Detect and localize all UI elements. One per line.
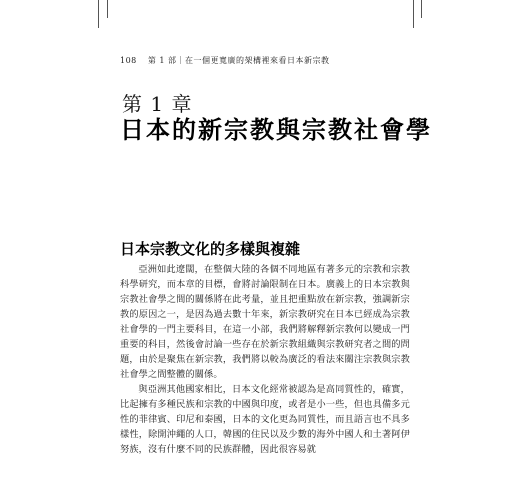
chapter-label: 第 1 章 <box>122 92 193 116</box>
running-header <box>120 55 450 66</box>
section-heading: 日本宗教文化的多樣與複雜 <box>120 240 301 258</box>
crop-mark-top-left <box>98 0 99 28</box>
paragraph-2: 與亞洲其他國家相比，日本文化經常被認為是高同質性的，確實，比起擁有多種民族和宗教的中國與印度，或者是小一些，但也具備多元性的菲律賓、印尼和泰國，日本的文化更為同質性，而且語言也不具多樣性，除開沖繩的人口，韓國的住民以及少數的海外中國人和土著阿伊努族，沒有什麼不同的民族群體，因此很容易就 <box>120 384 410 455</box>
crop-mark-top-right <box>413 0 414 28</box>
paragraph-1: 亞洲如此遼闊，在整個大陸的各個不同地區有著多元的宗教和宗教科學研究，而本章的目標，會將討論限制在日本。廣義上的日本宗教與宗教社會學之間的關係將在此考量，並且把重點放在新宗教，強調新宗教的原因之一，是因為過去數十年來，新宗教研究在日本已經成為宗教社會學的一門主要科目，在這一小部，我們將解釋新宗教何以變成一門重要的科目，然後會討論一些存在於新宗教組織與宗教研究者之間的問題，由於是聚焦在新宗教，我們將以較為廣泛的看法來關注宗教與宗教社會學之間整體的關係。 <box>120 264 410 380</box>
chapter-title: 日本的新宗教與宗教社會學 <box>120 115 432 144</box>
crop-mark-top-right-outer <box>421 0 422 18</box>
body-text <box>120 262 410 457</box>
page-number: 108 <box>120 56 137 65</box>
running-title: 第 1 部｜在一個更寬廣的架構裡來看日本新宗教 <box>147 56 330 65</box>
crop-mark-top-left-outer <box>107 0 108 18</box>
